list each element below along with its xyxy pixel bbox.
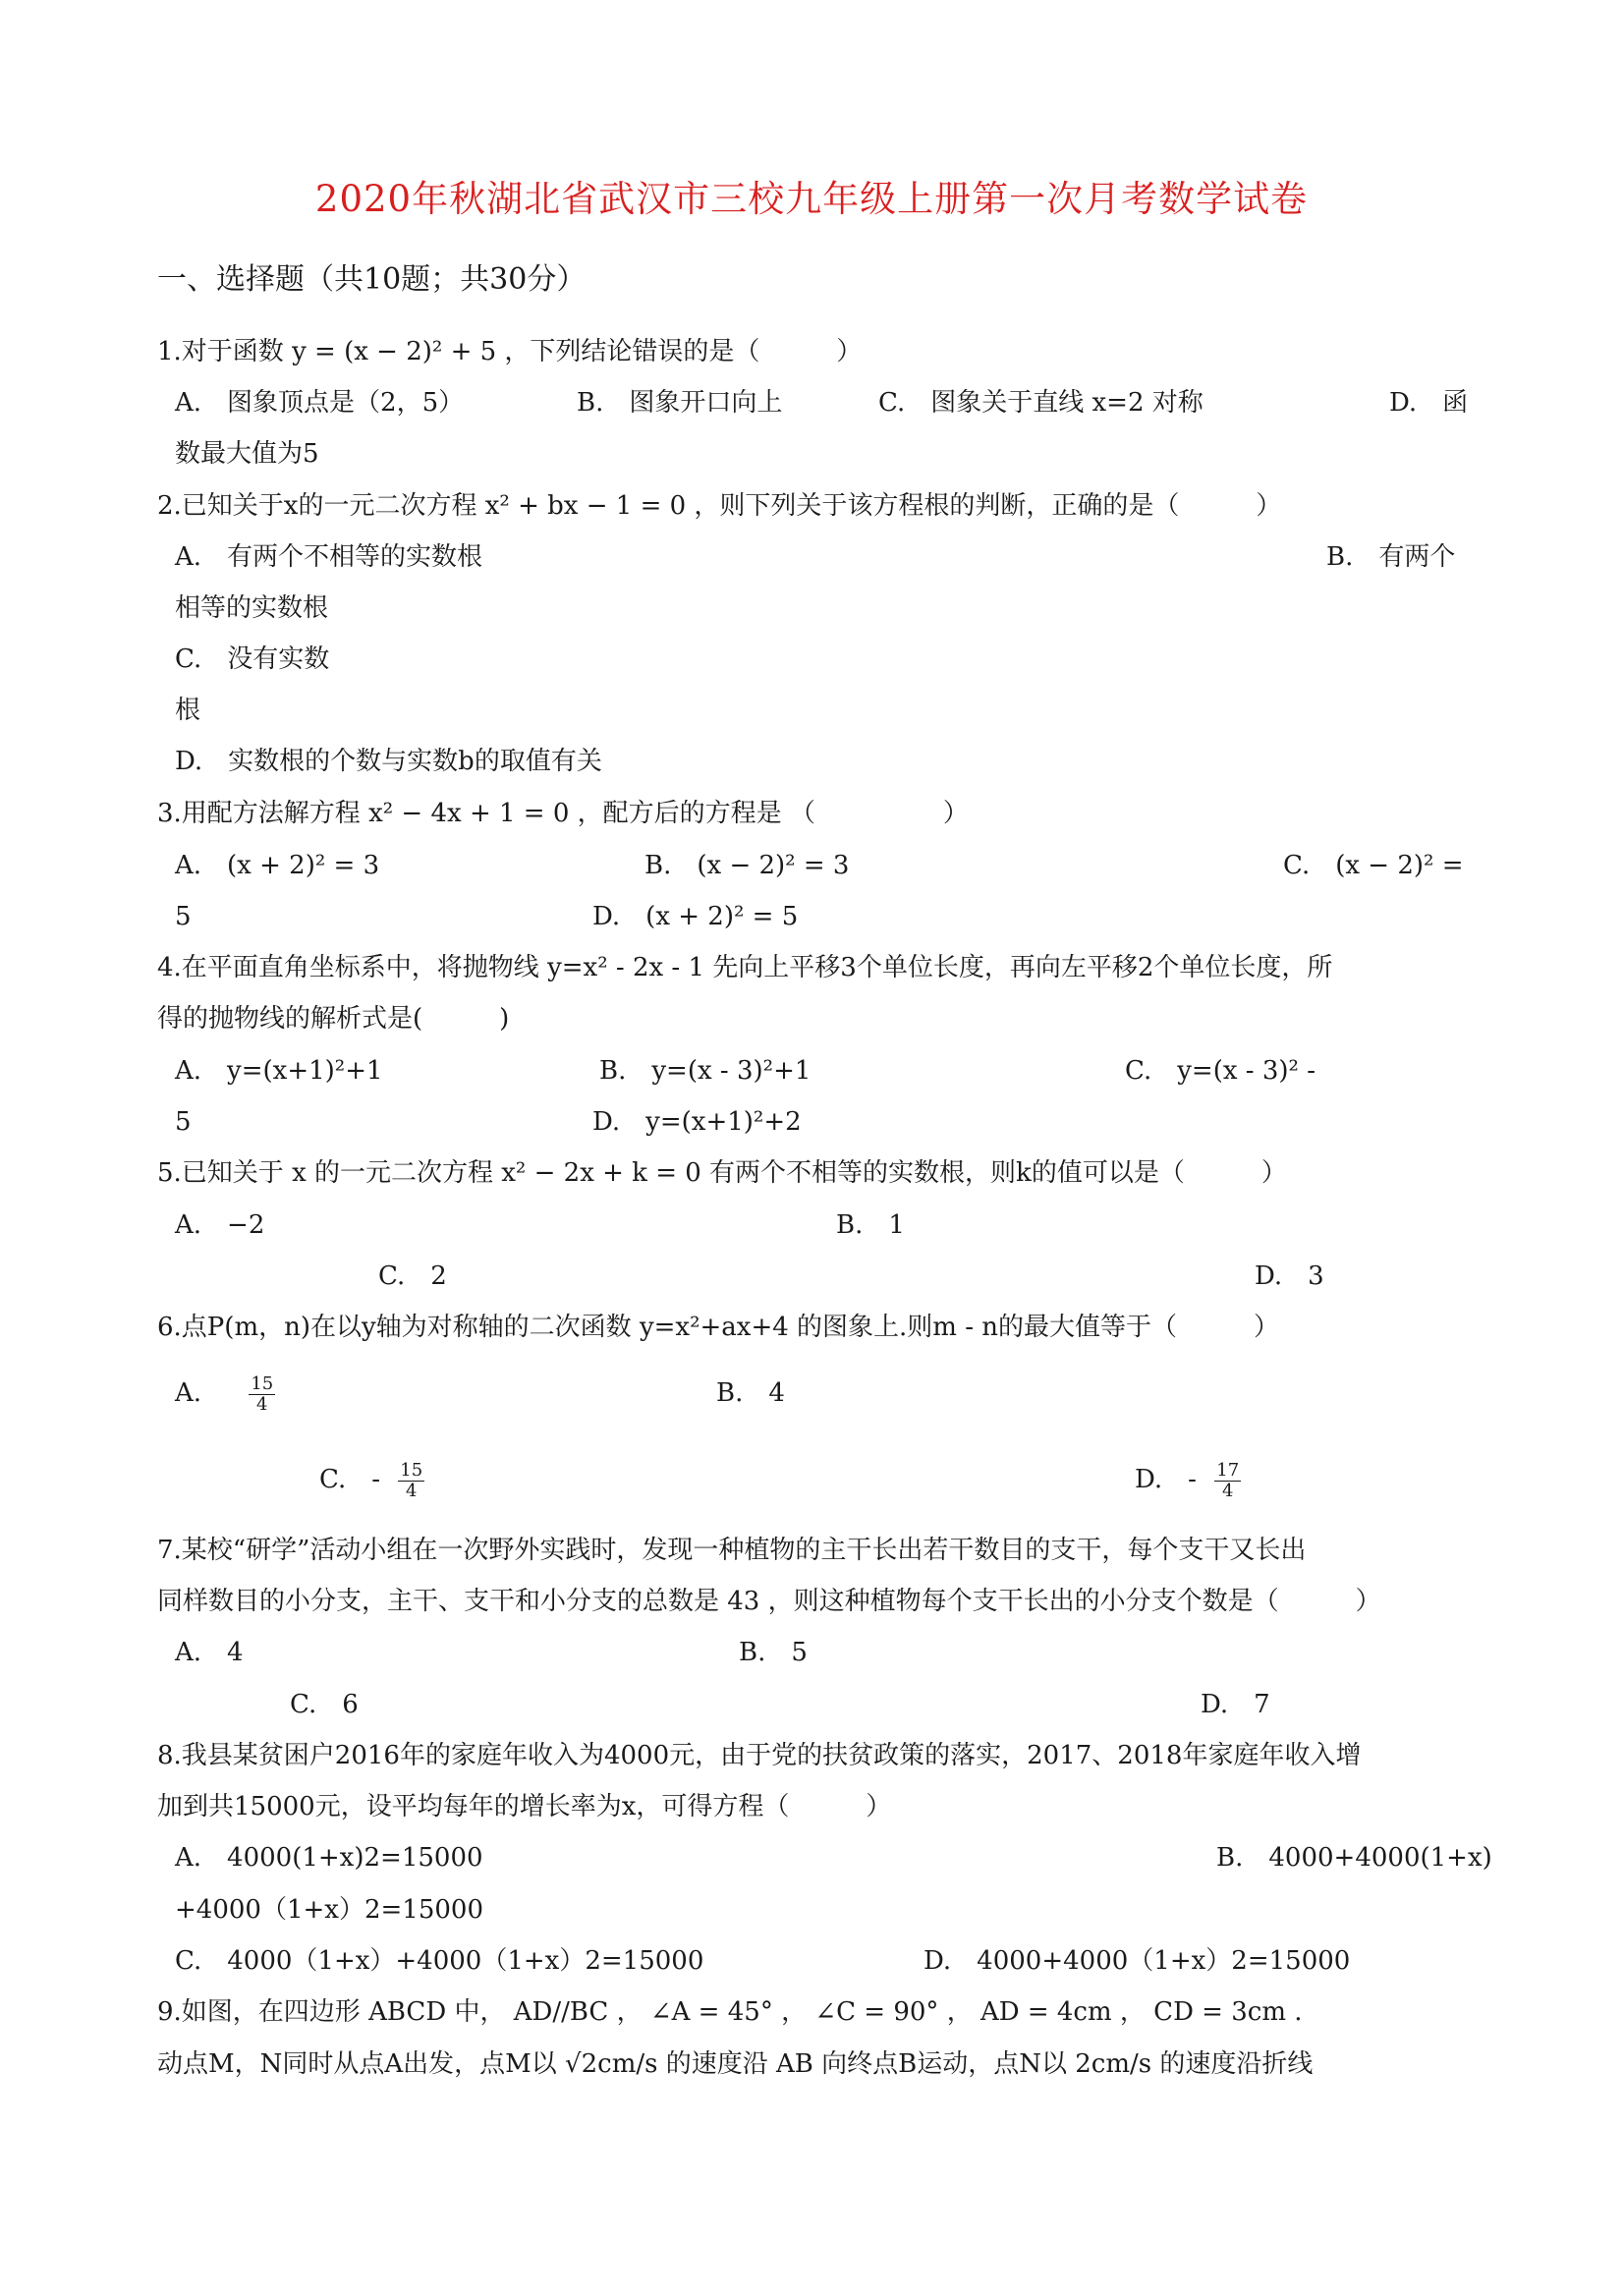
question-8-option-a: A. 4000(1+x)2=15000 [175, 1843, 483, 1873]
question-4-option-c-cont: 5 [175, 1107, 192, 1137]
option-a-label: A. [175, 1378, 202, 1408]
question-5-option-a: A. −2 [175, 1210, 265, 1240]
section-heading: 一、选择题（共10题；共30分） [157, 262, 587, 297]
question-5-option-b: B. 1 [836, 1210, 905, 1240]
question-4-option-a: A. y=(x+1)²+1 [175, 1056, 383, 1086]
fraction-denominator: 4 [406, 1480, 418, 1501]
question-6-option-d [1135, 1456, 1241, 1503]
question-7-stem-cont: 同样数目的小分支，主干、支干和小分支的总数是 43 ，则这种植物每个支干长出的小分支个数是（ ） [157, 1587, 1381, 1616]
question-9-stem: 9.如图，在四边形 ABCD 中， AD//BC ， ∠A = 45° ， ∠C = 90° ， AD = 4cm ， CD = 3cm . [157, 1997, 1303, 2027]
question-8-option-b: B. 4000+4000(1+x) [1216, 1843, 1492, 1873]
question-1-option-c: C. 图象关于直线 x=2 对称 [878, 388, 1203, 418]
question-4-stem: 4.在平面直角坐标系中，将抛物线 y=x² - 2x - 1 先向上平移3个单位长度，再向左平移2个单位长度，所 [157, 953, 1333, 982]
question-5-option-d: D. 3 [1255, 1261, 1324, 1291]
fraction [249, 1374, 275, 1415]
question-4-option-c: C. y=(x - 3)² - [1125, 1056, 1315, 1086]
question-8-option-d: D. 4000+4000（1+x）2=15000 [923, 1946, 1351, 1976]
fraction-numerator: 15 [400, 1459, 423, 1481]
question-5-stem: 5.已知关于 x 的一元二次方程 x² − 2x + k = 0 有两个不相等的实数根，则k的值可以是（ ） [157, 1158, 1287, 1188]
question-2-option-a: A. 有两个不相等的实数根 [175, 542, 483, 572]
question-1-option-a: A. 图象顶点是（2，5） [175, 388, 465, 418]
question-6-option-b: B. 4 [716, 1378, 785, 1408]
question-1-option-d-cont: 数最大值为5 [175, 439, 319, 469]
question-7-option-a: A. 4 [175, 1638, 244, 1667]
fraction-denominator: 4 [1221, 1480, 1234, 1501]
question-1-option-b: B. 图象开口向上 [577, 388, 783, 418]
question-6-option-c [319, 1456, 424, 1503]
question-8-stem-cont: 加到共15000元，设平均每年的增长率为x，可得方程（ ） [157, 1792, 892, 1821]
question-8-option-c: C. 4000（1+x）+4000（1+x）2=15000 [175, 1946, 704, 1976]
question-6-option-a [175, 1370, 275, 1417]
question-3-stem: 3.用配方法解方程 x² − 4x + 1 = 0 ，配方后的方程是 （ ） [157, 799, 969, 828]
question-8-option-b-cont: +4000（1+x）2=15000 [175, 1895, 483, 1925]
question-5-option-c: C. 2 [378, 1261, 447, 1291]
question-7-option-c: C. 6 [290, 1690, 359, 1719]
question-4-option-d: D. y=(x+1)²+2 [592, 1107, 802, 1137]
question-3-option-c: C. (x − 2)² = [1283, 851, 1464, 880]
question-2-option-b: B. 有两个 [1326, 542, 1456, 572]
question-2-option-d: D. 实数根的个数与实数b的取值有关 [175, 747, 602, 776]
question-4-stem-cont: 得的抛物线的解析式是( ) [157, 1004, 510, 1034]
fraction [1214, 1461, 1241, 1501]
question-7-option-d: D. 7 [1201, 1690, 1270, 1719]
question-3-option-d: D. (x + 2)² = 5 [592, 902, 799, 931]
fraction-numerator: 17 [1216, 1459, 1240, 1481]
question-7-stem: 7.某校“研学”活动小组在一次野外实践时，发现一种植物的主干长出若干数目的支干，每个支干又长出 [157, 1536, 1307, 1565]
option-d-label: D. - [1135, 1465, 1197, 1494]
question-3-option-b: B. (x − 2)² = 3 [644, 851, 850, 880]
fraction-denominator: 4 [256, 1393, 268, 1415]
question-2-option-b-cont: 相等的实数根 [175, 593, 329, 623]
option-c-label: C. - [319, 1465, 381, 1494]
exam-title: 2020年秋湖北省武汉市三校九年级上册第一次月考数学试卷 [314, 178, 1309, 220]
question-2-option-c: C. 没有实数 [175, 644, 330, 674]
fraction [398, 1461, 424, 1501]
question-2-option-c-cont: 根 [175, 696, 201, 725]
question-8-stem: 8.我县某贫困户2016年的家庭年收入为4000元，由于党的扶贫政策的落实，2017、2018年家庭年收入增 [157, 1741, 1362, 1770]
fraction-numerator: 15 [251, 1372, 274, 1394]
question-2-stem: 2.已知关于x的一元二次方程 x² + bx − 1 = 0 ，则下列关于该方程根的判断，正确的是（ ） [157, 491, 1282, 521]
question-9-stem-cont: 动点M，N同时从点A出发，点M以 √2cm/s 的速度沿 AB 向终点B运动，点N以 2cm/s 的速度沿折线 [157, 2049, 1314, 2079]
question-3-option-c-cont: 5 [175, 902, 192, 931]
question-6-stem: 6.点P(m，n)在以y轴为对称轴的二次函数 y=x²+ax+4 的图象上.则m - n的最大值等于（ ） [157, 1313, 1280, 1342]
question-7-option-b: B. 5 [739, 1638, 808, 1667]
question-1-stem: 1.对于函数 y = (x − 2)² + 5 ，下列结论错误的是（ ） [157, 337, 863, 366]
question-3-option-a: A. (x + 2)² = 3 [175, 851, 380, 880]
question-4-option-b: B. y=(x - 3)²+1 [599, 1056, 812, 1086]
question-1-option-d: D. 函 [1389, 388, 1469, 418]
